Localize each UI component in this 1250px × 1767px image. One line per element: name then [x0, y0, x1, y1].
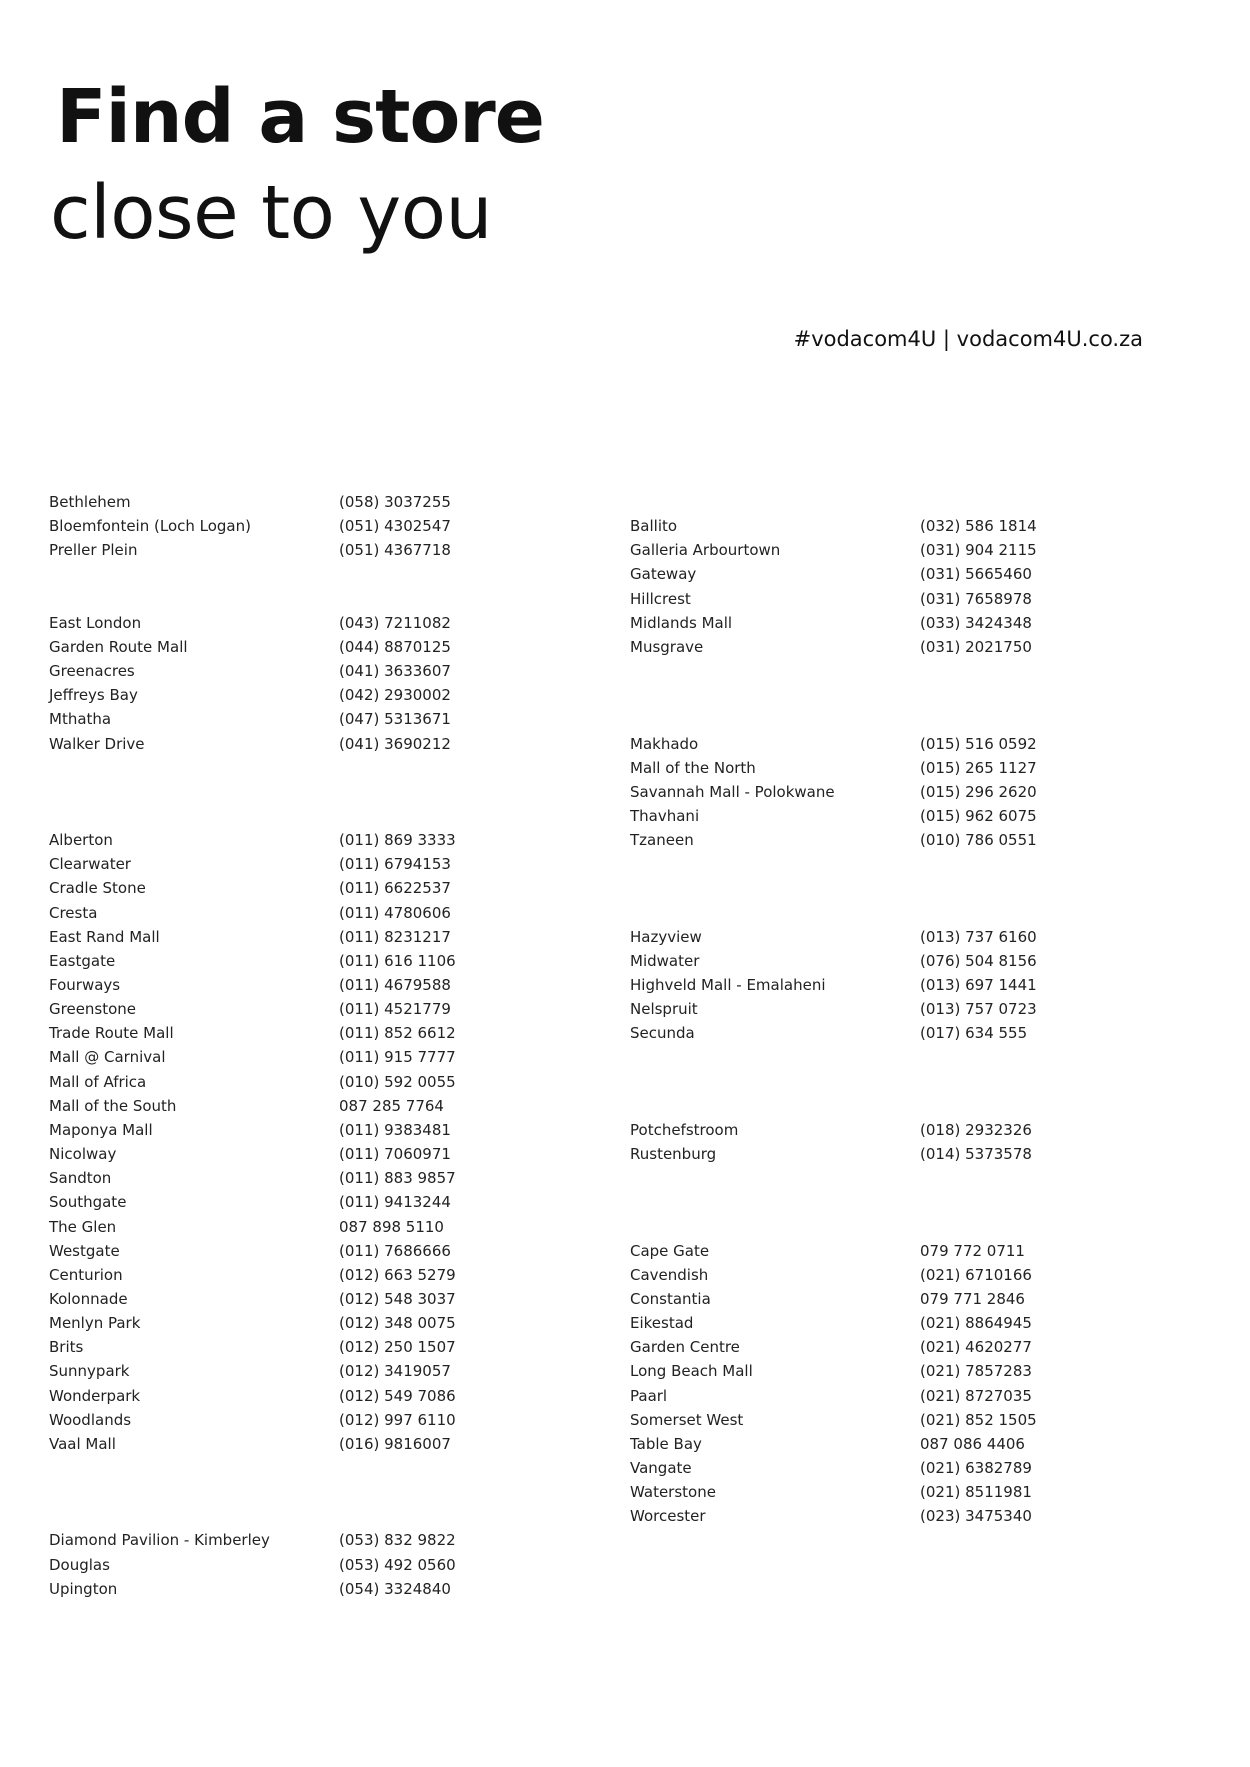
store-name: East London: [49, 613, 142, 632]
store-phone: (047) 5313671: [339, 710, 451, 729]
store-name: Midlands Mall: [630, 613, 733, 632]
store-phone: (043) 7211082: [339, 613, 451, 632]
store-phone: (031) 7658978: [920, 589, 1032, 608]
store-phone: (012) 663 5279: [339, 1265, 456, 1284]
store-name: Thavhani: [630, 806, 700, 825]
store-phone: (011) 883 9857: [339, 1169, 456, 1188]
store-phone: (054) 3324840: [339, 1579, 451, 1598]
store-phone: (031) 5665460: [920, 565, 1032, 584]
store-name: Mall of the South: [49, 1096, 177, 1115]
store-phone: (011) 869 3333: [339, 831, 456, 850]
store-name: Woodlands: [49, 1410, 132, 1429]
store-phone: (010) 592 0055: [339, 1072, 456, 1091]
store-phone: (051) 4302547: [339, 517, 451, 536]
store-name: Long Beach Mall: [630, 1362, 753, 1381]
store-name: Centurion: [49, 1265, 123, 1284]
store-name: Southgate: [49, 1193, 127, 1212]
store-name: Sunnypark: [49, 1362, 130, 1381]
store-name: Paarl: [630, 1386, 668, 1405]
store-name: Musgrave: [630, 637, 704, 656]
store-name: Greenstone: [49, 1000, 137, 1019]
store-phone: (011) 915 7777: [339, 1048, 456, 1067]
store-name: Cresta: [49, 903, 98, 922]
store-name: Makhado: [630, 734, 699, 753]
store-phone: (018) 2932326: [920, 1120, 1032, 1139]
store-phone: (015) 516 0592: [920, 734, 1037, 753]
store-name: Diamond Pavilion - Kimberley: [49, 1531, 270, 1550]
store-phone: (021) 6710166: [920, 1265, 1032, 1284]
store-name: Kolonnade: [49, 1289, 128, 1308]
store-name: Waterstone: [630, 1483, 716, 1502]
tagline: #vodacom4U | vodacom4U.co.za: [793, 327, 1143, 351]
store-name: Ballito: [630, 517, 678, 536]
store-phone: 087 898 5110: [339, 1217, 444, 1236]
store-phone: 087 086 4406: [920, 1434, 1025, 1453]
store-name: Tzaneen: [630, 831, 694, 850]
store-phone: (041) 3690212: [339, 734, 451, 753]
store-phone: (011) 9383481: [339, 1120, 451, 1139]
store-phone: (031) 904 2115: [920, 541, 1037, 560]
store-name: The Glen: [49, 1217, 117, 1236]
store-name: Menlyn Park: [49, 1314, 141, 1333]
store-phone: (076) 504 8156: [920, 951, 1037, 970]
store-name: Nicolway: [49, 1145, 117, 1164]
store-name: Constantia: [630, 1289, 711, 1308]
store-name: Bloemfontein (Loch Logan): [49, 517, 251, 536]
store-phone: (011) 9413244: [339, 1193, 451, 1212]
store-phone: (021) 8511981: [920, 1483, 1032, 1502]
store-phone: (051) 4367718: [339, 541, 451, 560]
store-phone: (012) 3419057: [339, 1362, 451, 1381]
store-phone: (012) 997 6110: [339, 1410, 456, 1429]
store-name: Alberton: [49, 831, 113, 850]
store-name: Hazyview: [630, 927, 702, 946]
store-name: Galleria Arbourtown: [630, 541, 781, 560]
store-phone: (013) 737 6160: [920, 927, 1037, 946]
store-phone: (053) 492 0560: [339, 1555, 456, 1574]
store-phone: (012) 250 1507: [339, 1338, 456, 1357]
store-phone: (032) 586 1814: [920, 517, 1037, 536]
store-name: Highveld Mall - Emalaheni: [630, 976, 826, 994]
store-phone: (011) 8231217: [339, 927, 451, 946]
store-phone: (011) 4780606: [339, 903, 451, 922]
store-name: Garden Route Mall: [49, 637, 188, 656]
store-name: Hillcrest: [630, 589, 691, 608]
store-phone: (031) 2021750: [920, 637, 1032, 656]
store-name: Mthatha: [49, 710, 112, 729]
store-name: Potchefstroom: [630, 1120, 739, 1139]
store-name: Trade Route Mall: [49, 1024, 174, 1043]
store-name: East Rand Mall: [49, 927, 160, 946]
store-phone: (011) 6794153: [339, 855, 451, 874]
store-name: Mall @ Carnival: [49, 1048, 166, 1067]
store-name: Sandton: [49, 1169, 112, 1188]
store-name: Cape Gate: [630, 1241, 710, 1260]
store-name: Cradle Stone: [49, 879, 146, 898]
store-phone: (011) 852 6612: [339, 1024, 456, 1043]
store-phone: (041) 3633607: [339, 662, 451, 681]
store-phone: (012) 348 0075: [339, 1314, 456, 1333]
store-phone: (033) 3424348: [920, 613, 1032, 632]
store-name: Walker Drive: [49, 734, 145, 753]
store-phone: (015) 265 1127: [920, 758, 1037, 777]
store-phone: (012) 548 3037: [339, 1289, 456, 1308]
store-phone: (021) 8864945: [920, 1314, 1032, 1333]
store-name: Nelspruit: [630, 1000, 698, 1019]
store-phone: (012) 549 7086: [339, 1386, 456, 1405]
store-phone: (011) 616 1106: [339, 951, 456, 970]
store-name: Greenacres: [49, 662, 135, 681]
store-name: Preller Plein: [49, 541, 138, 560]
store-name: Secunda: [630, 1024, 695, 1043]
store-name: Mall of the North: [630, 758, 756, 777]
store-phone: 079 772 0711: [920, 1241, 1025, 1260]
store-phone: (021) 8727035: [920, 1386, 1032, 1405]
store-name: Garden Centre: [630, 1338, 740, 1357]
store-phone: (015) 296 2620: [920, 782, 1037, 801]
store-name: Gateway: [630, 565, 697, 584]
store-phone: (044) 8870125: [339, 637, 451, 656]
store-phone: (016) 9816007: [339, 1434, 451, 1453]
store-phone: (021) 6382789: [920, 1459, 1032, 1477]
store-phone: (013) 697 1441: [920, 976, 1037, 994]
store-phone: 087 285 7764: [339, 1096, 444, 1115]
store-name: Midwater: [630, 951, 700, 970]
store-name: Cavendish: [630, 1265, 709, 1284]
store-phone: (023) 3475340: [920, 1507, 1032, 1526]
store-name: Eastgate: [49, 951, 116, 970]
store-phone: (010) 786 0551: [920, 831, 1037, 850]
store-name: Upington: [49, 1579, 118, 1598]
store-name: Worcester: [630, 1507, 706, 1526]
store-phone: (021) 4620277: [920, 1338, 1032, 1357]
store-phone: (021) 7857283: [920, 1362, 1032, 1381]
store-phone: (053) 832 9822: [339, 1531, 456, 1550]
store-phone: (011) 7686666: [339, 1241, 451, 1260]
store-name: Maponya Mall: [49, 1120, 153, 1139]
store-phone: 079 771 2846: [920, 1289, 1025, 1308]
store-name: Bethlehem: [49, 493, 131, 511]
store-phone: (021) 852 1505: [920, 1410, 1037, 1429]
store-name: Rustenburg: [630, 1145, 717, 1164]
store-name: Eikestad: [630, 1314, 694, 1333]
store-phone: (011) 6622537: [339, 879, 451, 898]
store-name: Somerset West: [630, 1410, 744, 1429]
page-title-bold: Find a store: [56, 74, 544, 160]
store-phone: (015) 962 6075: [920, 806, 1037, 825]
page-title-light: close to you: [50, 170, 492, 256]
store-phone: (011) 7060971: [339, 1145, 451, 1164]
store-phone: (011) 4679588: [339, 976, 451, 994]
store-phone: (042) 2930002: [339, 686, 451, 705]
store-phone: (013) 757 0723: [920, 1000, 1037, 1019]
store-phone: (058) 3037255: [339, 493, 451, 511]
store-name: Clearwater: [49, 855, 131, 874]
store-name: Jeffreys Bay: [49, 686, 138, 705]
store-phone: (014) 5373578: [920, 1145, 1032, 1164]
store-name: Vangate: [630, 1459, 692, 1477]
store-name: Westgate: [49, 1241, 120, 1260]
store-name: Savannah Mall - Polokwane: [630, 782, 835, 801]
store-name: Mall of Africa: [49, 1072, 147, 1091]
store-phone: (017) 634 555: [920, 1024, 1028, 1043]
store-name: Wonderpark: [49, 1386, 141, 1405]
store-name: Table Bay: [630, 1434, 702, 1453]
store-name: Brits: [49, 1338, 84, 1357]
store-name: Vaal Mall: [49, 1434, 116, 1453]
store-phone: (011) 4521779: [339, 1000, 451, 1019]
store-name: Douglas: [49, 1555, 110, 1574]
store-name: Fourways: [49, 976, 121, 994]
